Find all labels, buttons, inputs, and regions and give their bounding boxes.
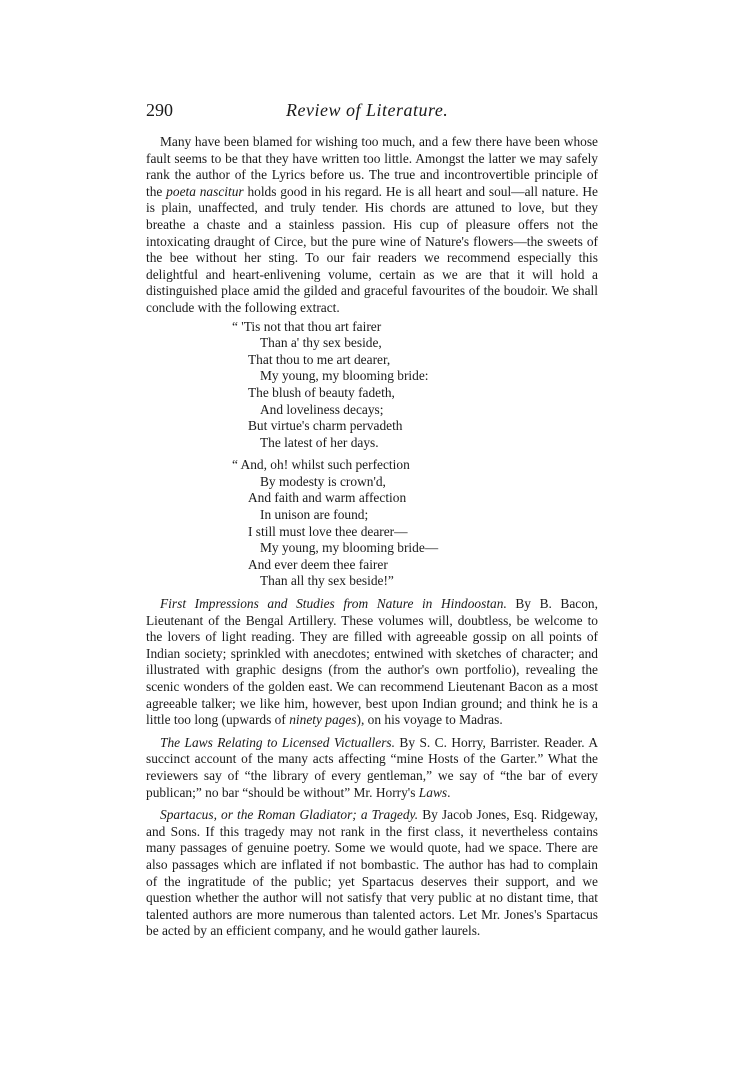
review-italic: Laws xyxy=(418,784,448,800)
intro-paragraph xyxy=(146,134,598,317)
review-text-end: ), on his voyage to Madras. xyxy=(356,712,503,728)
article-body xyxy=(146,134,598,940)
poem-line: Than all thy sex beside!” xyxy=(260,573,394,589)
intro-text: Many have been blamed for wishing too much, and a few there have been whose fault seems to be that they have written too little. Amongst the latter we may safely rank the author of the Lyrics before us. The true and incontrovertible principle of the xyxy=(146,134,598,199)
poem-line: The latest of her days. xyxy=(260,434,379,450)
poem-line: By modesty is crown'd, xyxy=(260,473,386,489)
review-title: Spartacus, or the Roman Gladiator; a Tragedy. xyxy=(160,807,419,823)
intro-italic: poeta nascitur xyxy=(166,183,244,199)
review-victuallers xyxy=(146,735,598,801)
poem-line: “ 'Tis not that thou art fairer xyxy=(232,318,382,334)
intro-text-continued: holds good in his regard. He is all heart and soul—all nature. He is plain, unaffected, and truly tender. His chords are attuned to love, but they breathe a chaste and a stainless passion. His cup of pleasure offers not the intoxicating draught of Circe, but the pure wine of Nature's flowers—the sweets of the bee without her sting. To our fair readers we recommend especially this delightful and heart-enlivening volume, certain as we are that it will hold a distinguished place amid the gilded and graceful favourites of the boudoir. We shall conclude with the following extract. xyxy=(146,183,598,315)
poem-line: My young, my blooming bride— xyxy=(260,540,439,556)
poem-extract xyxy=(146,319,598,591)
review-title: First Impressions and Studies from Nature in Hindoostan. xyxy=(160,596,507,612)
poem-line: “ And, oh! whilst such perfection xyxy=(232,457,410,473)
poem-line: My young, my blooming bride: xyxy=(260,368,429,384)
review-hindoostan xyxy=(146,596,598,729)
review-italic: ninety pages xyxy=(289,712,357,728)
poem-line: And faith and warm affection xyxy=(248,490,407,506)
poem-line: The blush of beauty fadeth, xyxy=(248,384,395,400)
review-text-end: . xyxy=(447,784,451,800)
poem-line: And ever deem thee fairer xyxy=(248,556,388,572)
running-head: Review of Literature. xyxy=(286,100,449,120)
poem-line: In unison are found; xyxy=(260,507,369,523)
poem-line: And loveliness decays; xyxy=(260,401,384,417)
review-text: By B. Bacon, Lieutenant of the Bengal Artillery. These volumes will, doubtless, be welcome to the lovers of light reading. They are filled with agreeable gossip on all points of Indian society; sprinkled with anecdotes; entwined with sketches of character; and illustrated with graphic designs (from the author's own portfolio), revealing the scenic wonders of the golden east. We can recommend Lieutenant Bacon as a most agreeable talker; we like him, however, best upon Indian ground; and think he is a little too long (upwards of xyxy=(146,596,598,728)
review-text: By S. C. Horry, Barrister. Reader. A succinct account of the many acts affecting “mine Hosts of the Garter.” What the reviewers say of “the library of every gentleman,” we say of “the bar of every publican;” no bar “should be without” Mr. Horry's xyxy=(146,734,598,800)
poem-line: I still must love thee dearer— xyxy=(248,523,408,539)
review-spartacus xyxy=(146,807,598,940)
poem-line: But virtue's charm pervadeth xyxy=(248,418,403,434)
review-title: The Laws Relating to Licensed Victuallers. xyxy=(160,734,395,750)
poem-stanza-1 xyxy=(146,319,598,452)
review-text: By Jacob Jones, Esq. Ridgeway, and Sons. If this tragedy may not rank in the first class, it nevertheless contains many passages of genuine poetry. Some we would quote, had we space. There are also passages which are inflated if not bombastic. The author has had to complain of the ingratitude of the public; yet Spartacus deserves their support, and we question whether the author will not satisfy that very public at no distant time, that talented authors are more numerous than talented actors. Let Mr. Jones's Spartacus be acted by an efficient company, and he would gather laurels. xyxy=(146,807,598,939)
poem-line: Than a' thy sex beside, xyxy=(260,335,382,351)
poem-stanza-2 xyxy=(146,457,598,590)
poem-line: That thou to me art dearer, xyxy=(248,351,391,367)
page-number: 290 xyxy=(146,100,173,120)
page-header xyxy=(146,100,598,124)
